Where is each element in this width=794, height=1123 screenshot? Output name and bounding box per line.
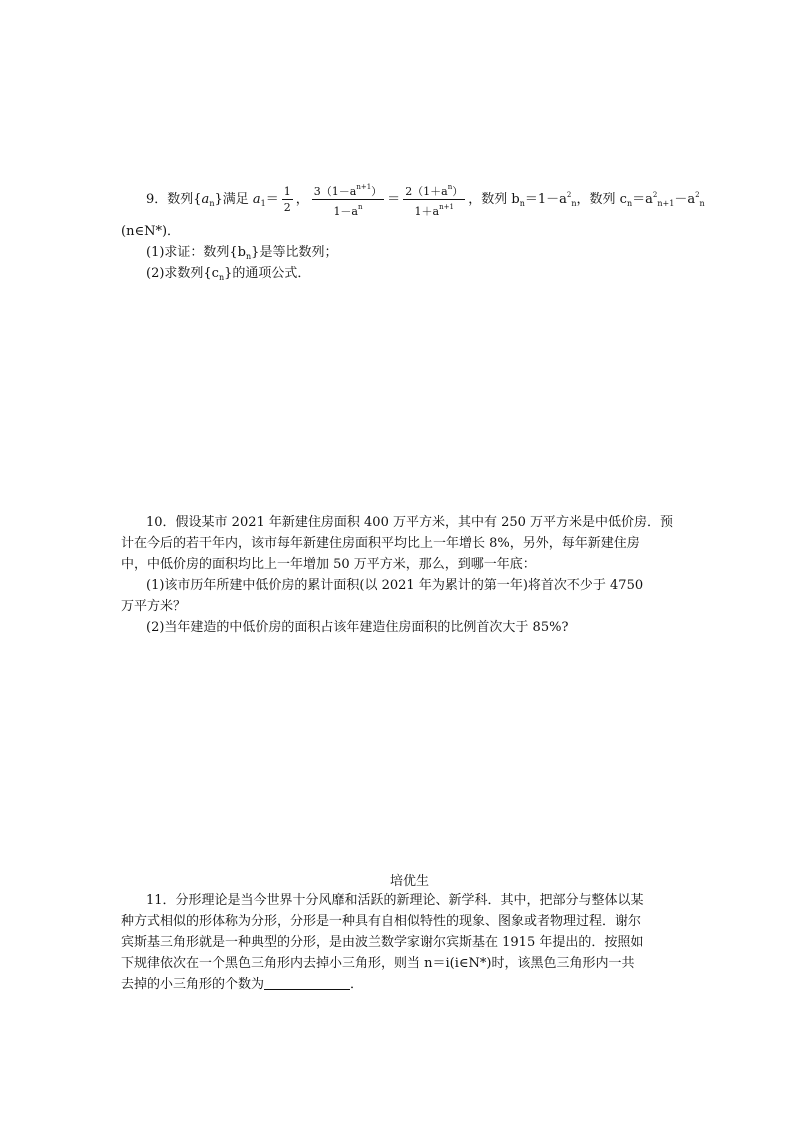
q9-part2-text: (2)求数列{c <box>146 266 219 281</box>
q9-b-text: ，数列 b <box>468 192 520 207</box>
section-title: 培优生 <box>390 874 430 889</box>
q9-b-def: ＝1－a <box>524 192 567 207</box>
q11-line5-text: 去掉的小三角形的个数为 <box>121 977 265 992</box>
q9-part1-text: (1)求证：数列{b <box>146 245 247 260</box>
q11-line5 <box>121 975 363 995</box>
q9-part2-end: }的通项公式． <box>224 266 311 281</box>
q9-var-a: a <box>201 192 210 207</box>
frac2-num-text: 2（1＋a <box>405 185 448 198</box>
q9-line1: 9．数列$\{a_n\}$满足 $a_1=$ $\frac{1}{2}$ ， $\frac{3(1-a^{n+1})}{1-a^n}$ ＝ $\frac{2(1+a^n)}{1+a^{n+1}}$ ，数列 $b_n=1-a^2_n$，数列 $c_n=a^2_{n+1}-a^2_n$ <box>146 180 705 219</box>
q10-part1-line1: (1)该市历年所建中低价房的累计面积(以 2021 年为累计的第一年)将首次不少于 4750 <box>146 578 644 593</box>
half-fraction <box>282 184 293 215</box>
fraction-2 <box>403 180 465 219</box>
q9-part2: (2)求数列$\{c_n\}$的通项公式． <box>146 266 311 282</box>
q10-line2: 计在今后的若干年内，该市每年新建住房面积平均比上一年增长 8%，另外，每年新建住房 <box>121 536 640 551</box>
q11-line2: 种方式相似的形体称为分形，分形是一种具有自相似特性的现象、图象或者物理过程．谢尔 <box>121 914 642 929</box>
q10-line3: 中，中低价房的面积均比上一年增加 50 万平方米，那么，到哪一年底： <box>121 557 536 572</box>
q10-line1: 10．假设某市 2021 年新建住房面积 400 万平方米，其中有 250 万平方米是中低价房．预 <box>146 515 674 530</box>
q9-part1-end: }是等比数列； <box>251 245 338 260</box>
q10-part1-line2: 万平方米？ <box>121 599 187 614</box>
q10-part2: (2)当年建造的中低价房的面积占该年建造住房面积的比例首次大于 85%? <box>146 620 569 635</box>
frac2-den: $1+a^{n+1}$ <box>414 203 454 218</box>
q9-eq1: ＝ <box>265 192 279 207</box>
frac1-den-text: 1－a <box>333 205 358 218</box>
frac1-num: $3(1-a^{n+1})$ <box>312 180 384 200</box>
frac2-den-text: 1＋a <box>414 205 440 218</box>
q9-c-def: ＝a <box>632 192 653 207</box>
answer-blank[interactable] <box>264 977 350 990</box>
q9-part1: (1)求证：数列$\{b_n\}$是等比数列； <box>146 245 338 261</box>
q9-line2: (n∈N*)． <box>121 224 181 239</box>
q9-a1: a <box>252 192 261 207</box>
q9-c-text: ，数列 c <box>576 192 627 207</box>
q9-c-minus: －a <box>674 192 696 207</box>
q11-line5-end: ． <box>350 977 364 992</box>
frac2-num: $2(1+a^n)$ <box>403 180 465 200</box>
half-num: 1 <box>283 185 291 198</box>
fraction-1 <box>312 180 384 219</box>
q9-text-mid: }满足 <box>214 192 249 207</box>
q9-eq2: ＝ <box>387 192 401 207</box>
q11-line4: 下规律依次在一个黑色三角形内去掉小三角形，则当 n＝i(i∈N*)时，该黑色三角形内一共 <box>121 956 635 971</box>
q9-text: 9．数列{ <box>146 192 202 207</box>
q11-line3: 宾斯基三角形就是一种典型的分形，是由波兰数学家谢尔宾斯基在 1915 年提出的．按照如 <box>121 935 644 950</box>
frac1-num-text: 3（1－a <box>313 185 357 198</box>
frac1-den: $1-a^n$ <box>333 203 363 218</box>
half-den: 2 <box>283 201 291 214</box>
q11-line1: 11．分形理论是当今世界十分风靡和活跃的新理论、新学科．其中，把部分与整体以某 <box>146 893 644 908</box>
